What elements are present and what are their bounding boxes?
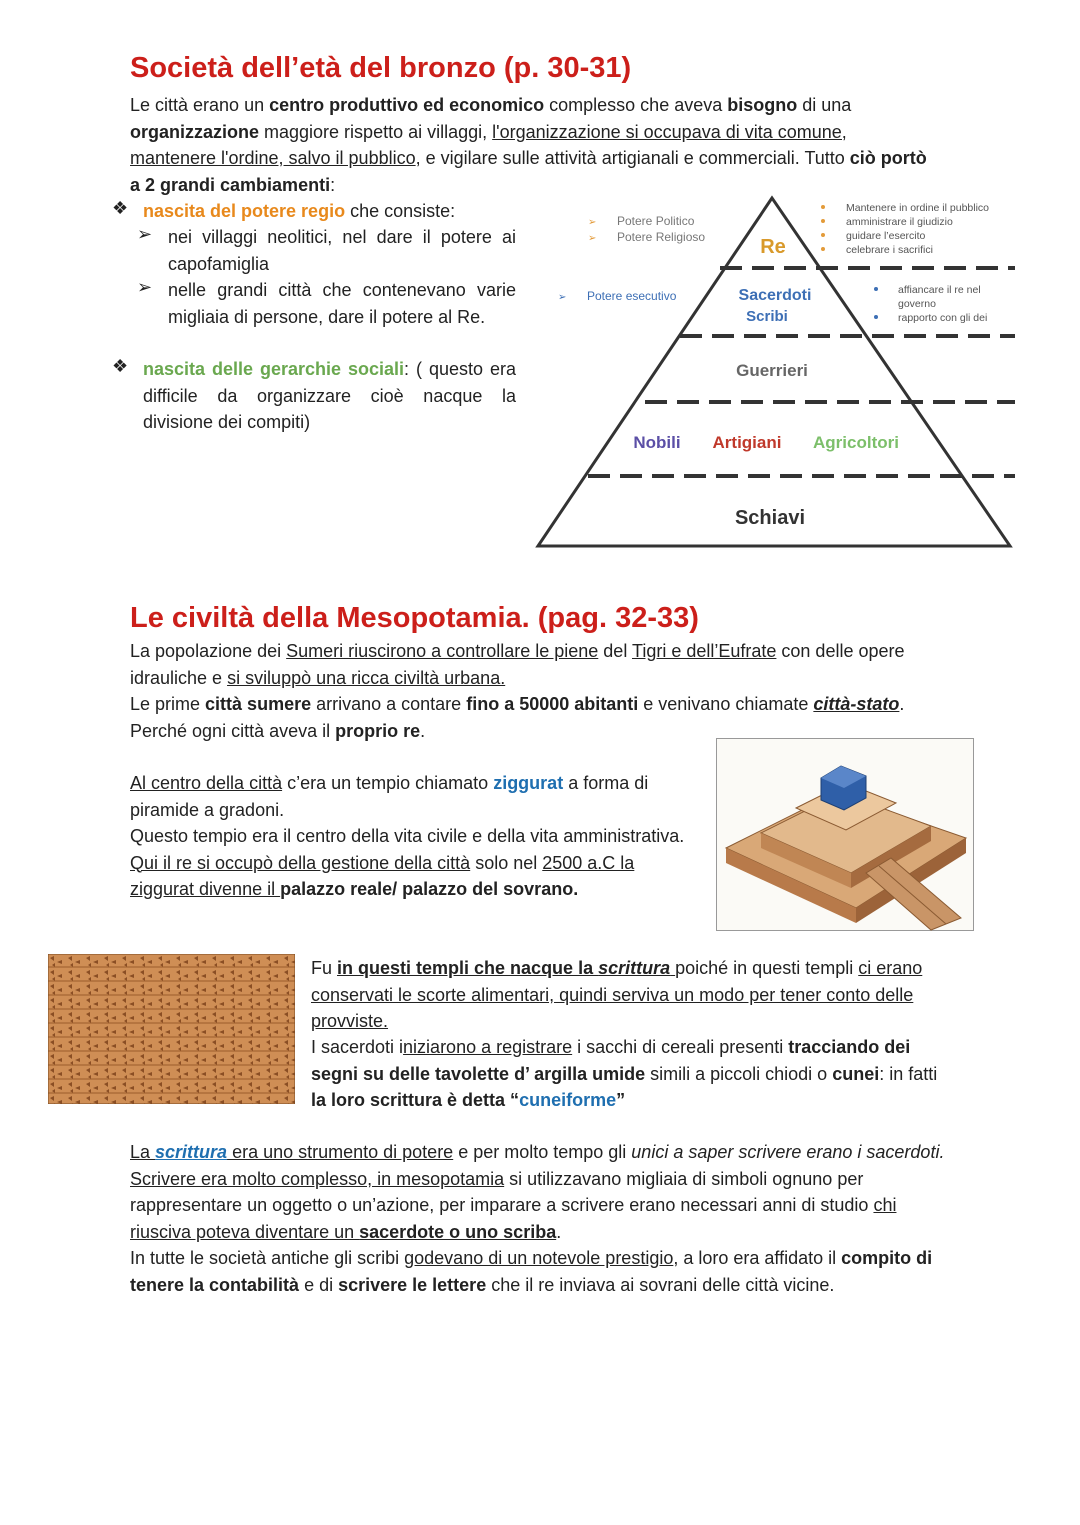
bullet-potere-regio: nascita del potere regio che consiste: [143, 201, 456, 221]
label-potere-religioso: Potere Religioso [617, 230, 706, 244]
text-run: I sacerdoti i [311, 1037, 404, 1057]
text-run: che il re inviava ai sovrani delle città vicine. [486, 1274, 835, 1295]
text-run: e di [299, 1274, 339, 1295]
section2-p2 [130, 691, 950, 744]
text-run: : in fatti [879, 1063, 938, 1084]
section2-p8 [130, 1245, 950, 1298]
text-run: , a loro era affidato il [673, 1248, 842, 1268]
arrow-bullet-icon: ➢ [137, 277, 153, 297]
text-run: palazzo reale/ palazzo del sovrano. [280, 879, 579, 899]
text-run: con delle opere idrauliche e [130, 641, 905, 688]
text-run: si sviluppò una ricca civiltà urbana. [227, 667, 506, 688]
text-run: : [330, 174, 336, 195]
ziggurat-illustration [716, 738, 974, 931]
text-run: organizzazione [130, 121, 260, 142]
diamond-bullet-icon: ❖ [112, 198, 129, 218]
svg-text:celebrare i sacrifici: celebrare i sacrifici [846, 244, 933, 256]
text-run: scrittura [598, 958, 671, 978]
section2-p1 [130, 638, 950, 691]
svg-text:rapporto con gli dei: rapporto con gli dei [898, 312, 988, 324]
text-run: In tutte le società antiche gli scribi [130, 1248, 405, 1268]
text-run: godevano di un notevole prestigio [404, 1248, 674, 1268]
label-potere-esecutivo: Potere esecutivo [587, 289, 677, 303]
tier-guerrieri: Guerrieri [736, 361, 808, 380]
text-run: compito di tenere la contabilità [130, 1248, 933, 1295]
text-run: a forma di piramide a gradoni. [130, 773, 649, 820]
diamond-bullet-icon: ❖ [112, 356, 129, 376]
text-run: cunei [832, 1063, 880, 1084]
text-run: unici a saper scrivere erano i sacerdoti. [631, 1142, 945, 1162]
text-run: complesso che aveva [544, 95, 728, 115]
text-run: poiché in questi templi [675, 958, 859, 978]
tier-sacerdoti: Sacerdoti [738, 287, 812, 304]
text-run: Le prime [130, 694, 206, 714]
text-run: Tigri e dell’Eufrate [632, 641, 777, 661]
text-run: La [130, 1142, 156, 1162]
label-potere-politico: Potere Politico [617, 214, 695, 228]
svg-text:affiancare il re nel: affiancare il re nel [898, 284, 981, 296]
text-run: in questi templi che nacque la [337, 958, 599, 978]
text-run: solo nel [470, 852, 543, 873]
text-run: ciò portò a 2 grandi cambiamenti [130, 148, 927, 195]
text-run: Questo tempio era il centro della vita civile e della vita amministrativa. [130, 826, 685, 846]
text-run: maggiore rispetto ai villaggi, [259, 121, 493, 142]
text-run: l'organizzazione si occupava di vita comune, mantenere l'ordine, salvo il pubblico [130, 121, 847, 168]
section2-p4 [130, 823, 700, 903]
text-run: scrivere le lettere [338, 1274, 487, 1295]
text-run: . [420, 720, 426, 741]
svg-text:amministrare il giudizio: amministrare il giudizio [846, 216, 953, 228]
section2-p6 [311, 1034, 951, 1114]
text-run: e venivano chiamate [638, 694, 814, 714]
text-run: Al centro della città [130, 773, 283, 793]
sub-bullet-villaggi: nei villaggi neolitici, nel dare il potere ai capofamiglia [168, 227, 516, 274]
text-run: , e vigilare sulle attività artigianali e commerciali. Tutto [415, 148, 850, 168]
text-run: ziggurat [493, 773, 564, 793]
cuneiform-tablet-image [48, 954, 295, 1104]
text-run: cuneiforme [519, 1090, 617, 1110]
text-run: centro produttivo ed economico [269, 95, 545, 115]
text-run: e per molto tempo gli [453, 1142, 632, 1162]
text-run: città-stato [813, 694, 900, 714]
section2-p7 [130, 1139, 950, 1245]
text-run: La popolazione dei [130, 641, 287, 661]
text-run: era uno strumento di potere [227, 1142, 454, 1162]
text-run: si utilizzavano migliaia di simboli ognuno per rappresentare un oggetto o un’azione, per imparare a scrivere erano necessari anni di studio [130, 1168, 874, 1215]
text-run: . Perché ogni città aveva il [130, 694, 905, 741]
text-run: Qui il re si occupò della gestione della città [130, 852, 471, 873]
section2-p3 [130, 770, 700, 823]
social-pyramid-diagram [530, 188, 1030, 558]
text-run: fino a 50000 abitanti [466, 694, 639, 714]
section2-title: Le civiltà della Mesopotamia. (pag. 32-33) [130, 602, 699, 634]
tier-schiavi: Schiavi [734, 507, 806, 529]
text-run: ” [616, 1090, 626, 1110]
text-run: città sumere [205, 694, 312, 714]
text-run: bisogno [727, 95, 798, 115]
svg-text:➢: ➢ [588, 233, 597, 244]
tier-agricoltori: Agricoltori [813, 433, 899, 452]
svg-text:governo: governo [898, 298, 936, 310]
text-run: Fu [311, 958, 338, 978]
svg-text:guidare l’esercito: guidare l’esercito [846, 230, 926, 242]
text-run: ci erano conservati le scorte alimentari, quindi serviva un modo per tener conto delle provviste. [311, 958, 923, 1031]
svg-text:Mantenere in ordine il pubblic: Mantenere in ordine il pubblico [846, 202, 990, 214]
arrow-bullet-icon: ➢ [137, 224, 153, 244]
section2-p5 [311, 955, 951, 1035]
text-run: . [556, 1221, 562, 1242]
text-run: c’era un tempio chiamato [282, 773, 494, 793]
svg-text:➢: ➢ [558, 292, 567, 303]
text-run: scrittura [155, 1142, 228, 1162]
text-run: chi riusciva poteva diventare un [130, 1195, 897, 1242]
text-run: arrivano a contare [311, 694, 467, 714]
tier-re: Re [760, 236, 786, 258]
sub-bullet-citta: nelle grandi città che contenevano varie migliaia di persone, dare il potere al Re. [168, 280, 516, 327]
text-run: sacerdote o uno scriba [359, 1221, 557, 1242]
text-run: i sacchi di cereali presenti [572, 1037, 789, 1057]
section1-paragraph [130, 92, 930, 198]
text-run: del [598, 641, 632, 661]
text-run: simili a piccoli chiodi o [645, 1063, 833, 1084]
tier-artigiani: Artigiani [712, 433, 782, 452]
text-run: 2500 a.C la ziggurat divenne il [130, 852, 635, 899]
text-run: Sumeri riuscirono a controllare le piene [286, 641, 599, 661]
text-run: Scrivere era molto complesso, in mesopotamia [130, 1168, 505, 1189]
svg-text:➢: ➢ [588, 217, 597, 228]
bullet-gerarchie: nascita delle gerarchie sociali: ( questo era difficile da organizzare cioè nacque la divisione dei compiti) [143, 359, 516, 432]
text-run: la loro scrittura è detta “ [311, 1090, 520, 1110]
text-run: Le città erano un [130, 95, 270, 115]
text-run: niziarono a registrare [403, 1037, 573, 1057]
text-run: tracciando dei segni su delle tavolette d’ argilla umide [311, 1037, 911, 1084]
section1-title: Società dell’età del bronzo (p. 30-31) [130, 52, 632, 84]
tier-nobili: Nobili [633, 433, 681, 452]
text-run: di una [797, 95, 852, 115]
text-run: proprio re [335, 720, 421, 741]
tier-scribi: Scribi [746, 308, 788, 325]
